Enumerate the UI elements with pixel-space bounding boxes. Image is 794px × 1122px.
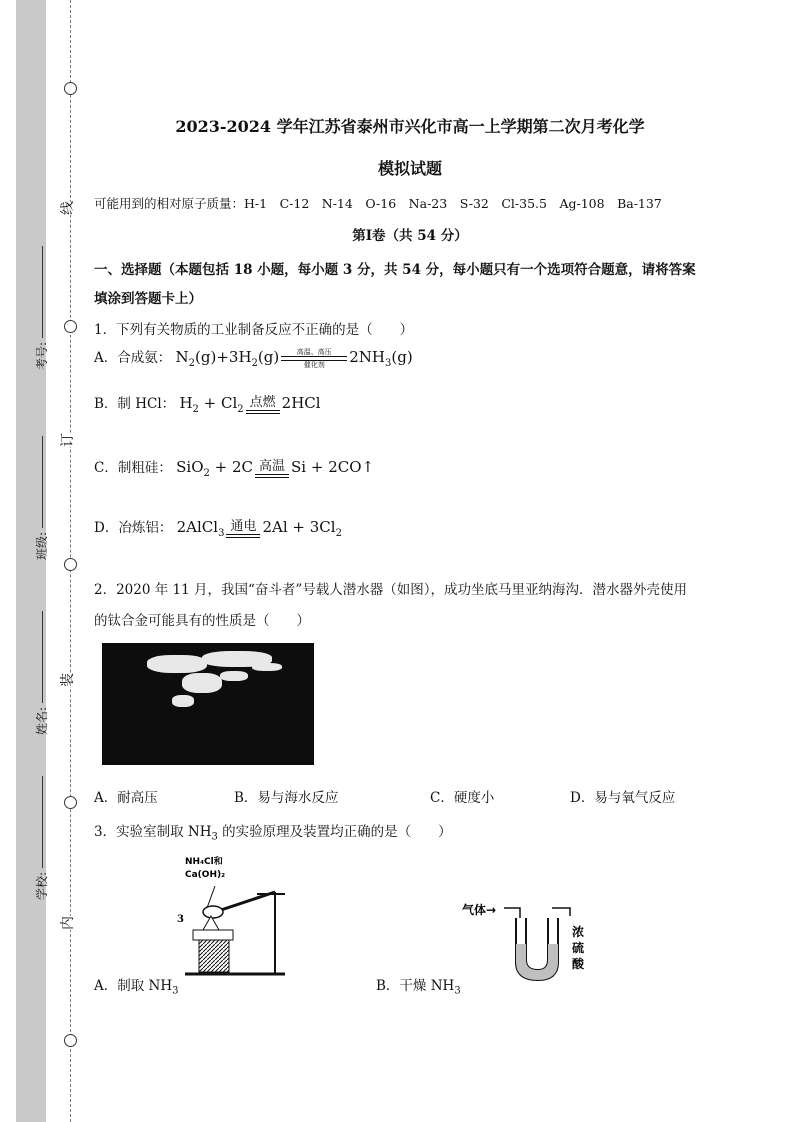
q2-option-b[interactable]: B．易与海水反应 — [234, 790, 339, 806]
punch-hole — [64, 1034, 77, 1047]
svg-text:Ca(OH)₂: Ca(OH)₂ — [185, 870, 226, 880]
q1-option-b[interactable]: B．制 HCl： $H_2 + Cl_2$ 点燃 2HCl — [94, 394, 321, 415]
side-char-ding: 订 — [60, 433, 76, 447]
binding-strip — [16, 0, 46, 1122]
submersible-photo — [102, 643, 314, 765]
page-subtitle: 模拟试题 — [377, 159, 442, 178]
punch-hole — [64, 796, 77, 809]
side-char-nei: 内 — [60, 916, 76, 930]
section-heading: 一、选择题（本题包括 18 小题，每小题 3 分，共 54 分，每小题只有一个选项符合题意，请将答案 — [94, 262, 696, 278]
condition-mark: 点燃 — [246, 396, 280, 414]
q2-stem: 2．2020 年 11 月，我国“奋斗者”号载人潜水器（如图），成功坐底马里亚纳海沟．潜水器外壳使用 — [94, 582, 688, 598]
q3-stem: 3．实验室制取 $NH_3$ 的实验原理及装置均正确的是（ ） — [94, 824, 452, 843]
page-title: 2023-2024 学年江苏省泰州市兴化市高一上学期第二次月考化学 — [175, 117, 645, 136]
atomic-masses: 可能用到的相对原子质量：H-1 C-12 N-14 O-16 Na-23 S-32 Cl-35.5 Ag-108 Ba-137 — [94, 196, 662, 211]
apparatus-b-diagram — [458, 892, 598, 984]
q2-stem-cont: 的钛合金可能具有的性质是（ ） — [94, 613, 310, 629]
q2-option-d[interactable]: D．易与氧气反应 — [570, 790, 676, 806]
condition-mark: 通电 — [226, 520, 260, 538]
reversible-arrow: 高温、高压 催化剂 — [281, 348, 347, 369]
punch-hole — [64, 320, 77, 333]
punch-hole — [64, 558, 77, 571]
school-field[interactable]: 学校: — [33, 776, 50, 900]
q1-option-d[interactable]: D．冶炼铝： 2AlCl$_3$ 通电 $2Al + 3Cl_2$ — [94, 518, 342, 539]
name-field[interactable]: 姓名: — [33, 611, 50, 735]
q3-option-a[interactable]: A．制取 $NH_3$ — [94, 978, 179, 997]
q2-option-a[interactable]: A．耐高压 — [94, 790, 158, 806]
exam-number-field[interactable]: 考号: — [33, 246, 50, 370]
svg-text:酸: 酸 — [572, 957, 585, 971]
svg-text:浓: 浓 — [572, 925, 585, 939]
q1-a-equation: $N_2(g)+3H_2(g)$ — [175, 348, 280, 369]
svg-text:气体→: 气体→ — [462, 903, 497, 917]
class-field[interactable]: 班级: — [33, 436, 50, 560]
q1-option-a[interactable]: A．合成氨： $N_2(g)+3H_2(g)$ 高温、高压 催化剂 $2NH_3(g)$ — [94, 348, 413, 369]
q1-b-label: B．制 HCl： — [94, 396, 176, 412]
svg-text:硫: 硫 — [572, 941, 585, 955]
q1-d-label: D．冶炼铝： — [94, 520, 173, 536]
apparatus-a-diagram — [175, 852, 300, 982]
side-char-zhuang: 装 — [60, 673, 76, 687]
svg-text:NH₄Cl和: NH₄Cl和 — [185, 857, 223, 867]
q1-option-c[interactable]: C．制粗硅： SiO$_2$ + 2C 高温 Si + 2CO↑ — [94, 458, 375, 479]
q2-option-c[interactable]: C．硬度小 — [430, 790, 495, 806]
punch-hole — [64, 82, 77, 95]
q1-c-label: C．制粗硅： — [94, 460, 172, 476]
side-char-xian: 线 — [60, 201, 76, 215]
volume-heading: 第Ⅰ卷（共 54 分） — [352, 228, 468, 244]
q3-option-b[interactable]: B．干燥 $NH_3$ — [376, 978, 461, 997]
section-heading-cont: 填涂到答题卡上） — [94, 291, 202, 307]
svg-text:3: 3 — [177, 914, 184, 925]
q1-stem: 1．下列有关物质的工业制备反应不正确的是（ ） — [94, 322, 414, 338]
condition-mark: 高温 — [255, 460, 289, 478]
q1-a-label: A．合成氨： — [94, 350, 172, 366]
